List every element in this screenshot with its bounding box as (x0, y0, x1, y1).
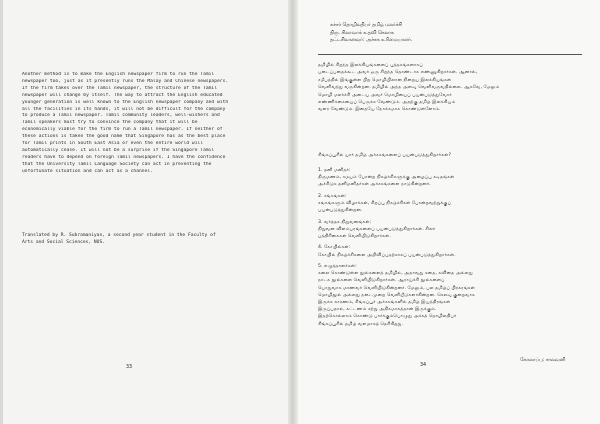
question-text: சிங்கப்பூரில் யார் தமிழ் அச்சகங்களைப் பயன்படுத்துகிறார்கள்? (318, 153, 451, 158)
list-item-description: நாடக நூல்களை வெளியிடுகிறார்கள். ஆராய்ச்சி நூல்களைப் (318, 278, 445, 284)
list-item-title: 2. சங்கங்கள்: (318, 193, 347, 199)
paragraph-line: newspaper too, just as it presently runs the Malay and Chinese newspapers. (22, 78, 229, 84)
paragraph-line: வளர வேண்டும். இதையே நோக்கமாக கொண்டுள்ளோம். (318, 107, 441, 113)
byline-line: தட்டசிலானவர்: அச்சக உரிமையாளர். (330, 38, 413, 44)
page-number-left: 33 (126, 364, 133, 370)
list-item (318, 244, 580, 258)
paragraph-line: all the facilities in its hands, it will not be difficult for the company (22, 106, 226, 112)
list-item-description: பயன்படுத்துகின்றன. (318, 208, 363, 214)
paragraph-line: வெளிவந்து வருகின்றன. தமிழில் அந்த அளவு வெளிவருவதில்லை. ஆகவே, மேலும் (318, 85, 500, 91)
list-item-description: இருக்க காரணம், சிங்கப்பூர் அச்சகங்களில் தமிழ் இயந்திரங்கள் (318, 300, 451, 305)
paragraph-line: economically viable for the firm to run a Tamil newspaper. If neither of (22, 127, 223, 133)
scan-edge (0, 0, 3, 424)
paragraph-line: மொழி மலர்ச்சி அடைய அவர் மொழியைப் பயன்படுத்துவோர் (318, 92, 452, 98)
paragraph-line: readers have to depend on foreign Tamil newspapers. I have the confidence (22, 154, 226, 160)
credit-line: Translated by R. Subramaniyan, a second year student in the Faculty of (22, 233, 216, 238)
page-number-right: 34 (420, 362, 427, 368)
list-item-description: அச்சிடுக தனிமனிதர்கள் அச்சகங்களை நாடுகின்றனர். (318, 182, 431, 188)
paragraph-line: தமிழில் சிறந்த இலக்கியங்களைப் புத்தகங்களாகப் (318, 63, 423, 68)
list-item-title: 3. வர்த்தக நிறுவனங்கள்: (318, 219, 372, 225)
paragraph-line: to produce a Tamil newspaper. Tamil community leaders, well-wishers and (22, 113, 220, 119)
paragraph-line: for Tamil prints in South East Asia or even the entire world will (22, 141, 204, 147)
credit-line: Arts and Social Sciences, NUS. (22, 240, 105, 245)
paragraph-line: Tamil speakers must try to convince the company that it will be (22, 120, 198, 126)
list-item-title: 4. கோயில்கள்: (318, 245, 351, 251)
list-item-description: இருப்பதால், கட்டணம் சற்று அதிகமாகத்தான் இருக்கும். (318, 307, 437, 313)
translator-credit (22, 232, 276, 246)
paragraph-line: Another method is to make the English newspaper firm to run the Tamil (22, 72, 215, 77)
book-gutter (288, 0, 298, 424)
paragraph-line: unfortunate situation and can act as a channel. (22, 168, 153, 174)
list-item-description: இதற்கொல்லாம் கொண்டு பார்க்கும்பொழுது அச்சுத் தொழிலதிபர் (318, 314, 457, 320)
paragraph-line: சமீபத்தில் இங்குள்ள பிற மொழியிலான நிறைய இலக்கியங்கள் (318, 77, 452, 83)
list-item-description: கோயில் நிகழ்ச்சிகளை அறிவிப்பதற்காகப் பயன்படுத்துகிறார்கள். (318, 252, 456, 258)
tamil-question-line (318, 152, 580, 159)
list-item-description: பொதுவாக மாணவர் வெளியிடுகின்றனர். மேலும், பல தமிழ்ப் பிரசுரங்கள் (318, 285, 476, 291)
paragraph-line: எண்ணிக்கையைப் பெருக்க வேண்டும். அதற்கு தமிழ் இலக்கியம் (318, 100, 456, 106)
paragraph-line: these actions is taken the good name that Singapore has as the best place (22, 134, 226, 140)
byline-line: சுச்சர் தொழிலதிபர் தமிழ் மலர்ச்சி (330, 23, 403, 28)
paragraph-line: automatically cease. It will not be a surprise if the Singapore Tamil (22, 147, 215, 153)
list-item (318, 263, 580, 328)
list-item-description: திருமணம், சமயம் போன்ற நிகழ்ச்சிகளுக்கு அழைப்பு கடிதங்கள் (318, 175, 455, 181)
paragraph-line: newspaper will change by itself. The way to attract the English educated (22, 92, 223, 98)
list-item (318, 167, 580, 189)
english-paragraph (22, 72, 274, 176)
list-item (318, 219, 580, 241)
author-signature: கோலாப்பு: சாலவனி (520, 358, 566, 363)
list-item-description: கலை கொண்டுள்ள நூல்களைத் தமிழில், அதாவது கதை, கவிதை அல்லது (318, 271, 473, 277)
paragraph-line: படைப்பதைக்கூட அவர் ஒரு சிறந்த தொண்டாக எண்ணுகிறார்கள். ஆனால், (318, 70, 478, 76)
tamil-paragraph-intro (318, 62, 580, 114)
list-item-description: பத்திரிகைகள் வெளியிடுகிறார்கள். (318, 234, 391, 239)
list-item-description: மொழிநூல் அல்லது நடைமுறை வெளியீடுகளாகின்றன. செலவு குறைவாக (318, 292, 475, 298)
list-item-description: நிறுவன விளம்பரங்களைப் பயன்படுத்துகிறார்கள். சிலர் (318, 226, 436, 232)
paragraph-line: If the firm takes over the Tamil newspaper, the structure of the Tamil (22, 85, 217, 91)
paragraph-line: that the University Tamil Language Society can act in preventing the (22, 161, 212, 167)
list-item-title: 5. எழுத்தாளர்கள்: (318, 263, 357, 269)
header-divider (318, 54, 582, 55)
user-category-list (318, 167, 580, 332)
paragraph-line: younger generation is well known to the English newspaper company and with (22, 99, 229, 105)
article-byline (330, 22, 480, 45)
left-page (0, 0, 292, 424)
byline-line: திரு. சிலாவாக் உதவி செலாசு (330, 30, 394, 36)
list-item-title: 1. தனி மனிதர்: (318, 168, 351, 173)
list-item-description: சங்கங்களும் விழாக்கள், சிறப்பு நிகழ்ச்சிகள் போன்றவற்றுக்குப் (318, 201, 452, 206)
list-item (318, 193, 580, 215)
list-item-description: சிங்கப்பூரில் தமிழ் வளமாகத் தெரிகிறது. (318, 321, 404, 327)
